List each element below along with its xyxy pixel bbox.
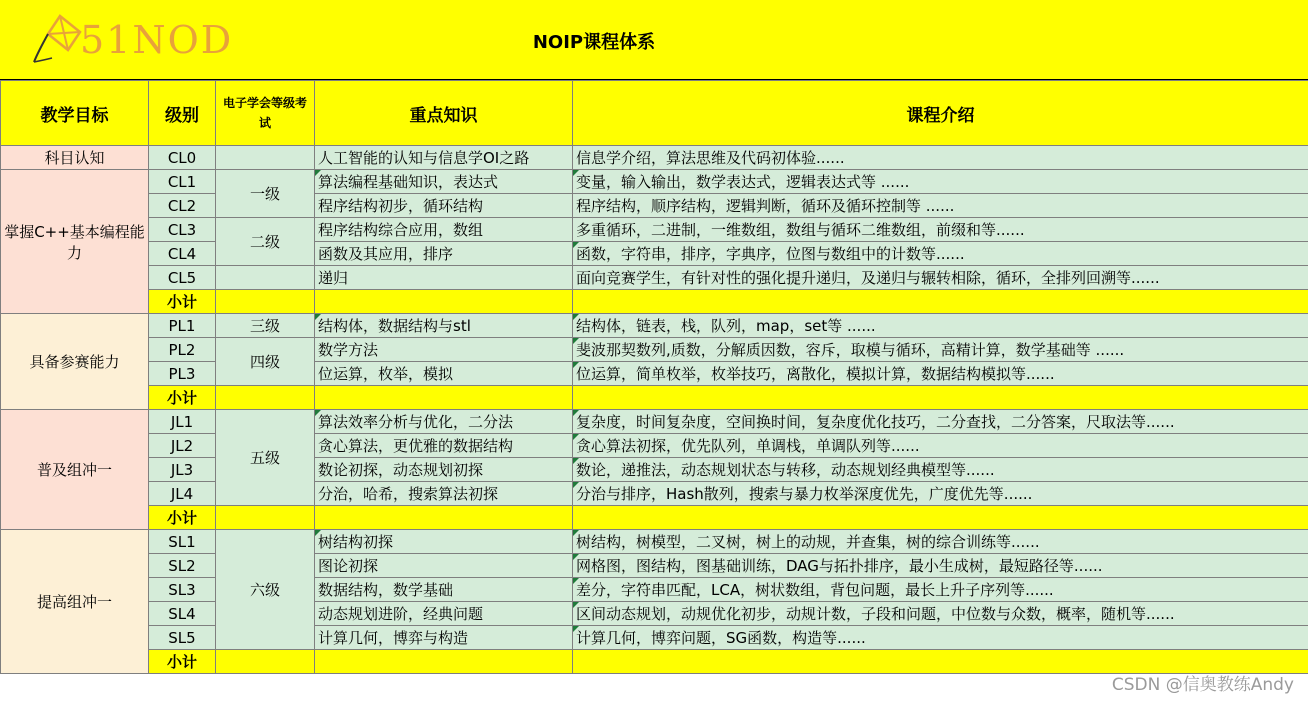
intro-cell: 计算几何，博弈问题，SG函数，构造等......	[573, 626, 1308, 650]
knowledge-cell: 计算几何，博弈与构造	[315, 626, 573, 650]
subtotal-label: 小计	[149, 650, 216, 674]
subtotal-row	[1, 290, 1308, 314]
header-row	[1, 81, 1308, 146]
subtotal-cell	[216, 650, 315, 674]
subtotal-label: 小计	[149, 506, 216, 530]
intro-cell: 区间动态规划，动规优化初步，动规计数，子段和问题，中位数与众数，概率，随机等......	[573, 602, 1308, 626]
subtotal-row	[1, 386, 1308, 410]
table-row	[1, 410, 1308, 434]
col-level-header: 级别	[149, 81, 216, 146]
goal-cell: 提高组冲一	[1, 530, 149, 674]
level-code: PL2	[149, 338, 216, 362]
table-row	[1, 482, 1308, 506]
exam-cell: 三级	[216, 314, 315, 338]
subtotal-label: 小计	[149, 386, 216, 410]
intro-cell: 网格图，图结构，图基础训练，DAG与拓扑排序，最小生成树，最短路径等......	[573, 554, 1308, 578]
intro-cell: 贪心算法初探，优先队列，单调栈，单调队列等......	[573, 434, 1308, 458]
knowledge-cell: 算法效率分析与优化，二分法	[315, 410, 573, 434]
knowledge-cell: 人工智能的认知与信息学OI之路	[315, 146, 573, 170]
level-code: PL3	[149, 362, 216, 386]
knowledge-cell: 数论初探，动态规划初探	[315, 458, 573, 482]
subtotal-cell	[216, 506, 315, 530]
subtotal-row	[1, 506, 1308, 530]
intro-cell: 面向竞赛学生，有针对性的强化提升递归，及递归与辗转相除，循环，全排列回溯等......	[573, 266, 1308, 290]
level-code: JL4	[149, 482, 216, 506]
intro-cell: 函数，字符串，排序，字典序，位图与数组中的计数等......	[573, 242, 1308, 266]
knowledge-cell: 位运算，枚举，模拟	[315, 362, 573, 386]
table-row	[1, 626, 1308, 650]
intro-cell: 复杂度，时间复杂度，空间换时间，复杂度优化技巧，二分查找，二分答案，尺取法等......	[573, 410, 1308, 434]
exam-cell	[216, 146, 315, 170]
intro-cell: 数论，递推法，动态规划状态与转移，动态规划经典模型等......	[573, 458, 1308, 482]
subtotal-cell	[573, 290, 1308, 314]
title-bar	[0, 0, 1308, 80]
level-code: CL4	[149, 242, 216, 266]
level-code: SL4	[149, 602, 216, 626]
table-row	[1, 458, 1308, 482]
subtotal-label: 小计	[149, 290, 216, 314]
table-row	[1, 170, 1308, 194]
subtotal-cell	[573, 506, 1308, 530]
subtotal-cell	[315, 506, 573, 530]
exam-cell: 一级	[216, 170, 315, 218]
table-row	[1, 146, 1308, 170]
col-exam-header: 电子学会等级考试	[216, 81, 315, 146]
goal-cell: 掌握C++基本编程能力	[1, 170, 149, 314]
level-code: CL0	[149, 146, 216, 170]
intro-cell: 差分，字符串匹配，LCA，树状数组，背包问题，最长上升子序列等......	[573, 578, 1308, 602]
intro-cell: 多重循环，二进制，一维数组，数组与循环二维数组，前缀和等......	[573, 218, 1308, 242]
table-row	[1, 530, 1308, 554]
table-row	[1, 338, 1308, 362]
watermark: CSDN @信奥教练Andy	[1111, 675, 1294, 695]
intro-cell: 程序结构，顺序结构，逻辑判断，循环及循环控制等 ......	[573, 194, 1308, 218]
table-row	[1, 362, 1308, 386]
level-code: SL5	[149, 626, 216, 650]
level-code: JL2	[149, 434, 216, 458]
table-row	[1, 578, 1308, 602]
knowledge-cell: 数学方法	[315, 338, 573, 362]
intro-cell: 树结构，树模型，二叉树，树上的动规，并查集，树的综合训练等......	[573, 530, 1308, 554]
level-code: JL1	[149, 410, 216, 434]
goal-cell: 普及组冲一	[1, 410, 149, 530]
table-row	[1, 554, 1308, 578]
subtotal-cell	[216, 386, 315, 410]
table-row	[1, 218, 1308, 242]
goal-cell: 具备参赛能力	[1, 314, 149, 410]
knowledge-cell: 递归	[315, 266, 573, 290]
knowledge-cell: 图论初探	[315, 554, 573, 578]
level-code: JL3	[149, 458, 216, 482]
level-code: CL1	[149, 170, 216, 194]
knowledge-cell: 结构体，数据结构与stl	[315, 314, 573, 338]
col-intro-header: 课程介绍	[573, 81, 1308, 146]
subtotal-cell	[315, 290, 573, 314]
level-code: CL3	[149, 218, 216, 242]
knowledge-cell: 贪心算法，更优雅的数据结构	[315, 434, 573, 458]
level-code: SL1	[149, 530, 216, 554]
knowledge-cell: 程序结构综合应用，数组	[315, 218, 573, 242]
knowledge-cell: 程序结构初步，循环结构	[315, 194, 573, 218]
table-row	[1, 602, 1308, 626]
exam-cell: 四级	[216, 338, 315, 386]
table-row	[1, 314, 1308, 338]
table-row	[1, 242, 1308, 266]
course-table	[0, 80, 1308, 674]
level-code: SL2	[149, 554, 216, 578]
intro-cell: 斐波那契数列,质数，分解质因数，容斥，取模与循环，高精计算，数学基础等 ......	[573, 338, 1308, 362]
table-row	[1, 194, 1308, 218]
table-row	[1, 434, 1308, 458]
knowledge-cell: 分治，哈希，搜索算法初探	[315, 482, 573, 506]
col-goal-header: 教学目标	[1, 81, 149, 146]
intro-cell: 变量，输入输出，数学表达式，逻辑表达式等 ......	[573, 170, 1308, 194]
subtotal-cell	[216, 290, 315, 314]
level-code: SL3	[149, 578, 216, 602]
knowledge-cell: 算法编程基础知识，表达式	[315, 170, 573, 194]
intro-cell: 分治与排序，Hash散列，搜索与暴力枚举深度优先，广度优先等......	[573, 482, 1308, 506]
knowledge-cell: 函数及其应用，排序	[315, 242, 573, 266]
knowledge-cell: 树结构初探	[315, 530, 573, 554]
exam-cell: 五级	[216, 410, 315, 506]
intro-cell: 信息学介绍，算法思维及代码初体验......	[573, 146, 1308, 170]
col-knowledge-header: 重点知识	[315, 81, 573, 146]
exam-cell	[216, 266, 315, 290]
knowledge-cell: 数据结构，数学基础	[315, 578, 573, 602]
subtotal-cell	[573, 386, 1308, 410]
exam-cell: 六级	[216, 530, 315, 650]
logo-text: 51NOD	[80, 18, 234, 62]
level-code: CL2	[149, 194, 216, 218]
intro-cell: 位运算，简单枚举，枚举技巧，离散化，模拟计算，数据结构模拟等......	[573, 362, 1308, 386]
exam-cell: 二级	[216, 218, 315, 266]
page-title: NOIP课程体系	[532, 32, 656, 53]
table-row	[1, 266, 1308, 290]
subtotal-cell	[315, 650, 573, 674]
knowledge-cell: 动态规划进阶，经典问题	[315, 602, 573, 626]
level-code: PL1	[149, 314, 216, 338]
level-code: CL5	[149, 266, 216, 290]
goal-cell: 科目认知	[1, 146, 149, 170]
subtotal-cell	[315, 386, 573, 410]
intro-cell: 结构体，链表，栈，队列，map，set等 ......	[573, 314, 1308, 338]
